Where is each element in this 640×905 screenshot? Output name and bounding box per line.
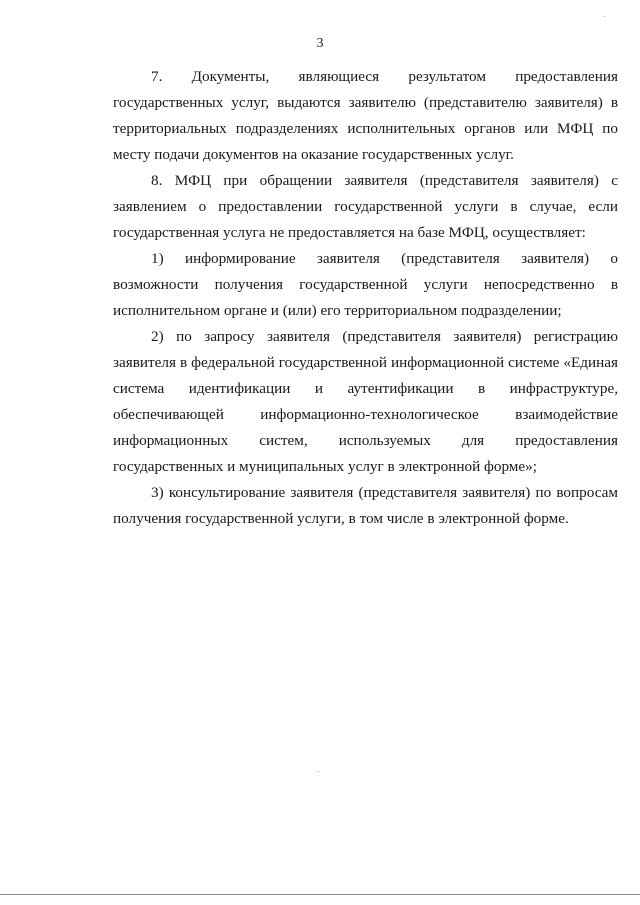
scan-speck — [318, 771, 319, 772]
paragraph-line: 3) консультирование заявителя (представителя заявителя) по вопросам — [151, 484, 618, 501]
paragraph-line: государственных и муниципальных услуг в электронной форме»; — [113, 458, 537, 475]
paragraph-line: заявлением о предоставлении государственной услуги в случае, если — [113, 198, 618, 215]
scan-edge-line — [0, 894, 640, 895]
paragraph-line: обеспечивающей информационно-технологическое взаимодействие — [113, 406, 618, 423]
list-item-3 — [113, 480, 618, 532]
paragraph-line: заявителя в федеральной государственной информационной системе «Единая — [113, 354, 618, 371]
document-body — [113, 64, 618, 532]
paragraph-line: 8. МФЦ при обращении заявителя (представителя заявителя) с — [151, 172, 618, 189]
paragraph-line: 7. Документы, являющиеся результатом предоставления — [151, 68, 618, 85]
list-item-2 — [113, 324, 618, 480]
paragraph-line: 1) информирование заявителя (представителя заявителя) о — [151, 250, 618, 267]
paragraph-line: месту подачи документов на оказание государственных услуг. — [113, 146, 514, 163]
paragraph-line: получения государственной услуги, в том числе в электронной форме. — [113, 510, 569, 527]
paragraph-line: система идентификации и аутентификации в инфраструктуре, — [113, 380, 618, 397]
page-number: 3 — [316, 36, 324, 51]
list-item-1 — [113, 246, 618, 324]
paragraph-line: информационных систем, используемых для предоставления — [113, 432, 618, 449]
paragraph-line: территориальных подразделениях исполнительных органов или МФЦ по — [113, 120, 618, 137]
paragraph-line: исполнительном органе и (или) его территориальном подразделении; — [113, 302, 562, 319]
scan-speck — [604, 16, 605, 17]
paragraph-line: государственных услуг, выдаются заявителю (представителю заявителя) в — [113, 94, 618, 111]
paragraph-8 — [113, 168, 618, 246]
paragraph-line: государственная услуга не предоставляется на базе МФЦ, осуществляет: — [113, 224, 586, 241]
paragraph-line: возможности получения государственной услуги непосредственно в — [113, 276, 618, 293]
paragraph-line: 2) по запросу заявителя (представителя заявителя) регистрацию — [151, 328, 618, 345]
paragraph-7 — [113, 64, 618, 168]
